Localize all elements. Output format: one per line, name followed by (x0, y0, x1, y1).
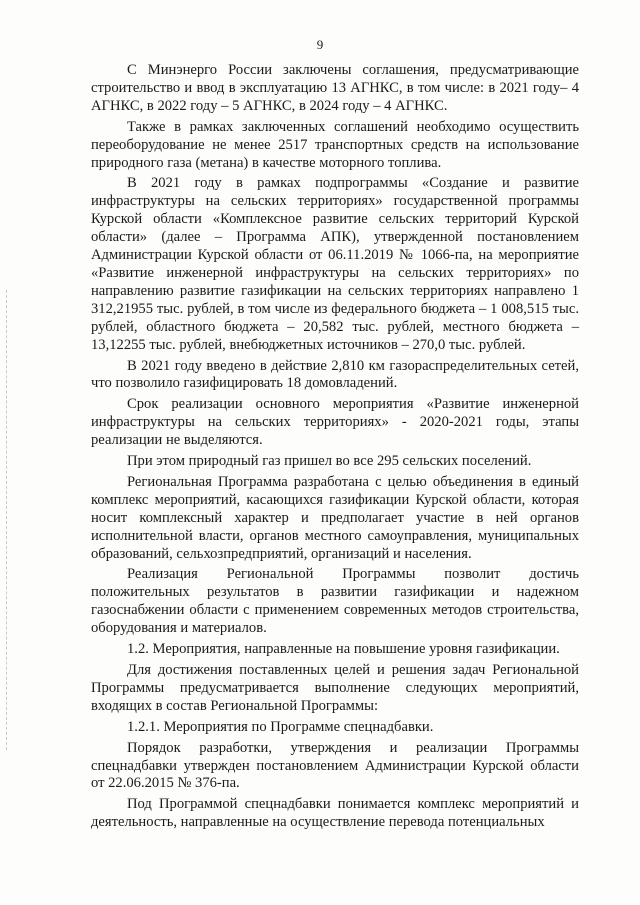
paragraph-measures-intro: Для достижения поставленных целей и решения задач Региональной Программы предусматривается выполнение следующих мероприятий, входящих в состав Региональной Программы: (91, 662, 579, 714)
page-number: 9 (316, 37, 324, 52)
section-heading-1-2-1: 1.2.1. Мероприятия по Программе спецнадбавки. (127, 718, 434, 735)
document-body (91, 62, 579, 835)
section-heading-1-2: 1.2. Мероприятия, направленные на повышение уровня газификации. (127, 641, 560, 658)
paragraph-networks-2021: В 2021 году введено в действие 2,810 км газораспределительных сетей, что позволило газифицировать 18 домовладений. (91, 357, 579, 392)
paragraph-agnks-agreements: С Минэнерго России заключены соглашения, предусматривающие строительство и ввод в эксплуатацию 13 АГНКС, в том числе: в 2021 году– 4 АГНКС, в 2022 году – 5 АГНКС, в 2024 году – 4 АГНКС. (91, 62, 579, 114)
paragraph-regional-program-goal: Региональная Программа разработана с целью объединения в единый комплекс мероприятий, касающихся газификации Курской области, которая носит комплексный характер и предполагает участие в ней органов исполнительной власти, органов местного самоуправления, муниципальных образований, сельхозпредприятий, организаций и населения. (91, 473, 579, 562)
paragraph-program-results: Реализация Региональной Программы позволит достичь положительных результатов в развитии газификации и надежном газоснабжении области с применением современных методов строительства, оборудования и материалов. (91, 566, 579, 637)
paragraph-surcharge-procedure: Порядок разработки, утверждения и реализации Программы спецнадбавки утвержден постановлением Администрации Курской области от 22.06.2015 № 376-па. (91, 739, 579, 792)
paragraph-apk-program-funding: В 2021 году в рамках подпрограммы «Создание и развитие инфраструктуры на сельских территориях» государственной программы Курской области «Комплексное развитие сельских территорий Курской области» (далее – Программа АПК), утвержденной постановлением Администрации Курской области от 06.11.2019 № 1066-па, на мероприятие «Развитие инженерной инфраструктуры на сельских территориях» по направлению развитие газификации на сельских территориях направлено 1 312,21955 тыс. рублей, в том числе из федерального бюджета – 1 008,515 тыс. рублей, областного бюджета – 20,582 тыс. рублей, местного бюджета – 13,12255 тыс. рублей, внебюджетных источников – 270,0 тыс. рублей. (91, 175, 579, 353)
paragraph-surcharge-definition: Под Программой спецнадбавки понимается комплекс мероприятий и деятельность, направленные на осуществление перевода потенциальных (91, 796, 579, 831)
scan-edge-mark (6, 290, 8, 750)
paragraph-rural-settlements: При этом природный газ пришел во все 295 сельских поселений. (127, 453, 532, 470)
paragraph-implementation-period: Срок реализации основного мероприятия «Развитие инженерной инфраструктуры на сельских территориях» - 2020-2021 годы, этапы реализации не выделяются. (91, 396, 579, 449)
paragraph-vehicle-conversion: Также в рамках заключенных соглашений необходимо осуществить переоборудование не менее 2517 транспортных средств на использование природного газа (метана) в качестве моторного топлива. (91, 118, 579, 171)
